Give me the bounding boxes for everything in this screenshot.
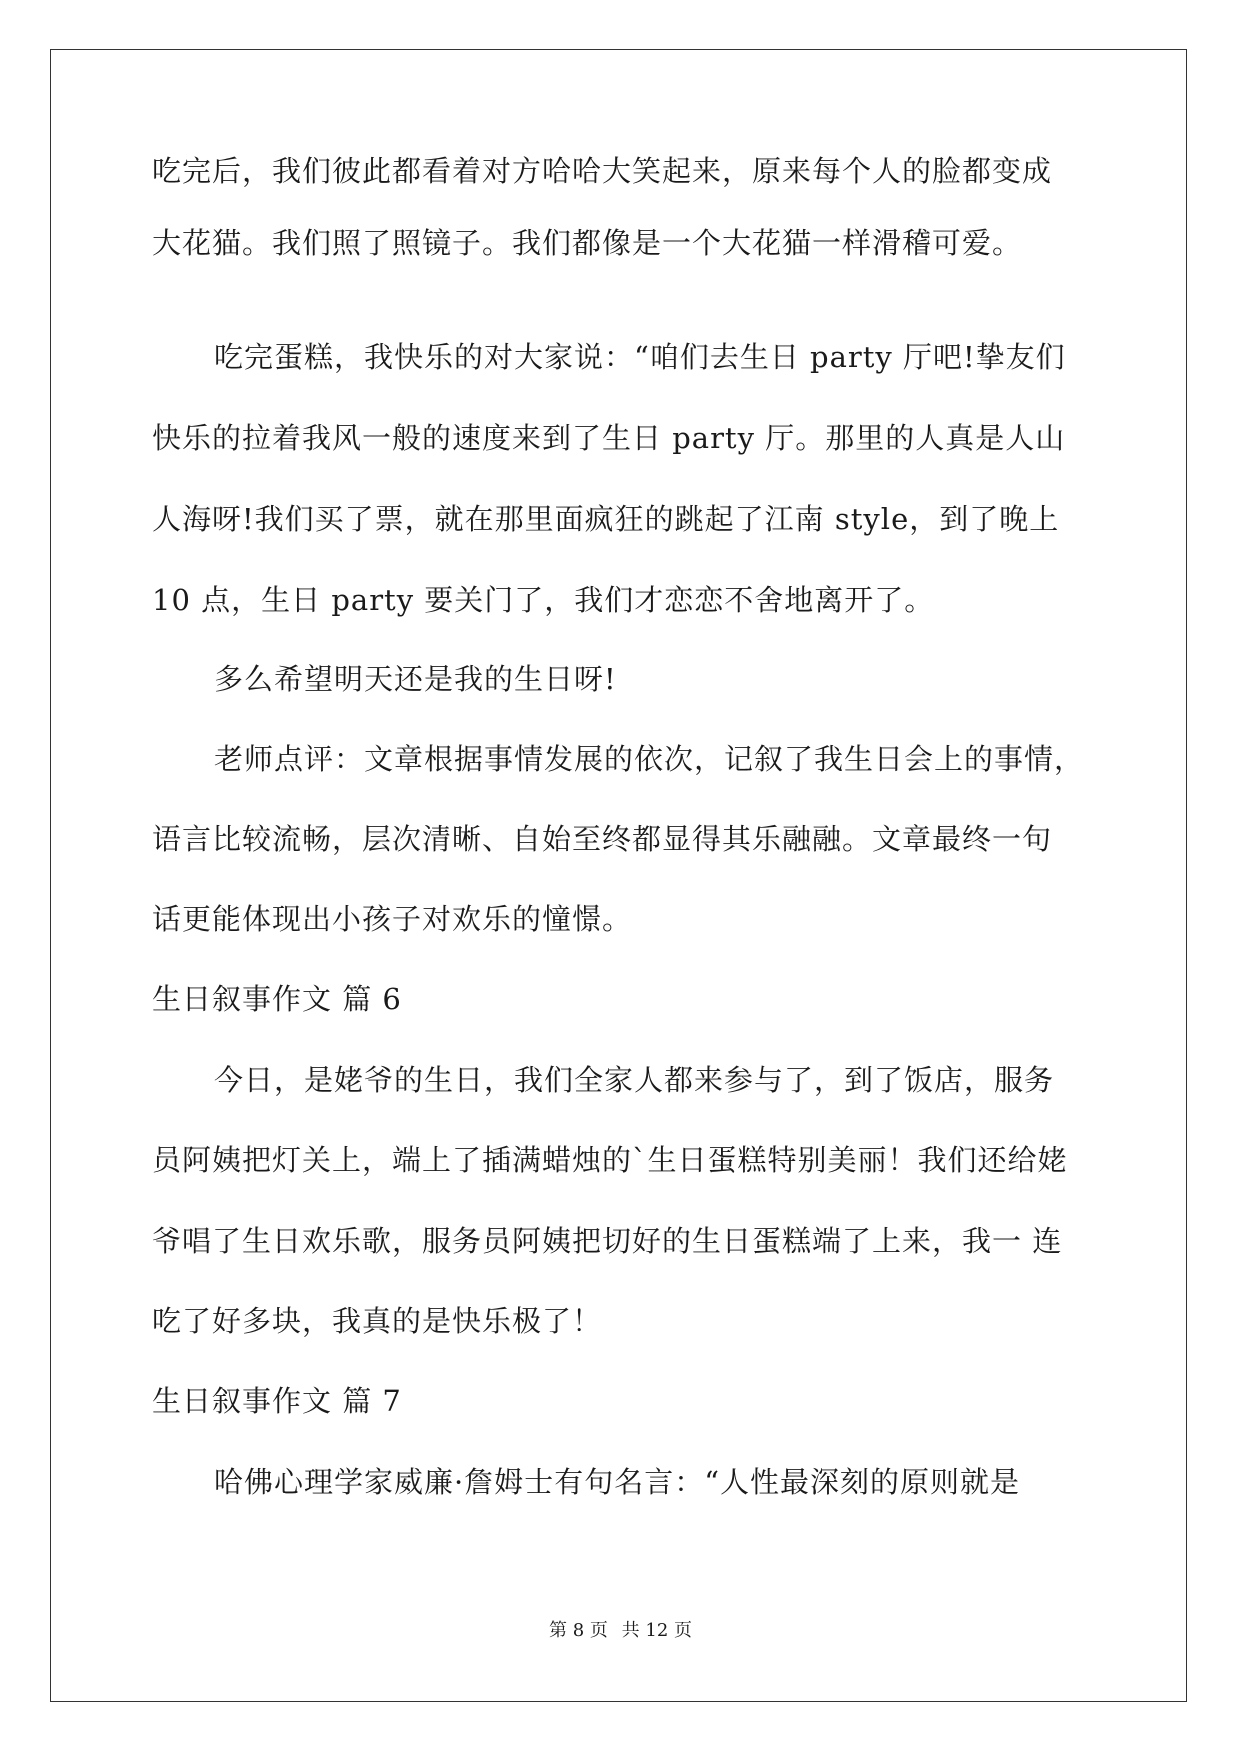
- paragraph-4-line-3: 话更能体现出小孩子对欢乐的憧憬。: [152, 902, 633, 936]
- paragraph-4-line-1: 老师点评：文章根据事情发展的依次，记叙了我生日会上的事情，: [214, 742, 1085, 776]
- paragraph-2-line-3: 人海呀!我们买了票，就在那里面疯狂的跳起了江南 style，到了晚上: [152, 502, 1060, 536]
- paragraph-2-line-2: 快乐的拉着我风一般的速度来到了生日 party 厅。那里的人真是人山: [152, 421, 1066, 455]
- paragraph-5-line-3: 爷唱了生日欢乐歌，服务员阿姨把切好的生日蛋糕端了上来，我一 连: [152, 1224, 1063, 1258]
- paragraph-5-line-4: 吃了好多块，我真的是快乐极了！: [152, 1304, 603, 1338]
- page-footer: [0, 1619, 1241, 1643]
- paragraph-4-line-2: 语言比较流畅，层次清晰、自始至终都显得其乐融融。文章最终一句: [152, 822, 1053, 856]
- paragraph-5-line-1: 今日，是姥爷的生日，我们全家人都来参与了，到了饭店，服务: [214, 1063, 1055, 1097]
- paragraph-1-line-2: 大花猫。我们照了照镜子。我们都像是一个大花猫一样滑稽可爱。: [152, 226, 1023, 260]
- page-number-current: 第 8 页: [549, 1620, 608, 1641]
- paragraph-1-line-1: 吃完后，我们彼此都看着对方哈哈大笑起来，原来每个人的脸都变成: [152, 154, 1053, 188]
- paragraph-2-line-4: 10 点，生日 party 要关门了，我们才恋恋不舍地离开了。: [152, 583, 935, 617]
- paragraph-2-line-1: 吃完蛋糕，我快乐的对大家说：“咱们去生日 party 厅吧!挚友们: [214, 340, 1066, 374]
- paragraph-3-line-1: 多么希望明天还是我的生日呀!: [214, 662, 617, 696]
- section-heading-6: 生日叙事作文 篇 6: [152, 982, 402, 1016]
- page-number-total: 共 12 页: [621, 1620, 692, 1641]
- section-heading-7: 生日叙事作文 篇 7: [152, 1384, 402, 1418]
- paragraph-5-line-2: 员阿姨把灯关上，端上了插满蜡烛的`生日蛋糕特别美丽！我们还给姥: [152, 1143, 1068, 1177]
- page-border: [50, 49, 1187, 1702]
- paragraph-6-line-1: 哈佛心理学家威廉·詹姆士有句名言：“人性最深刻的原则就是: [214, 1465, 1021, 1499]
